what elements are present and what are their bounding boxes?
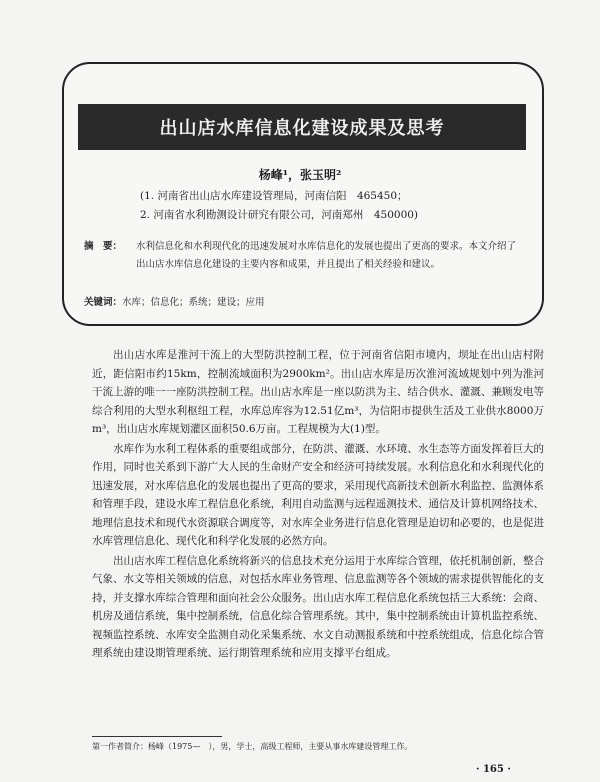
- body-paragraph-2: 水库作为水利工程体系的重要组成部分，在防洪、灌溉、水环境、水生态等方面发挥着巨大的作用，同时也关系到下游广大人民的生命财产安全和经济可持续发展。水利信息化和水利现代化的迅速发展，对水库信息化的发展也提出了更高的要求，采用现代高新技术创新水利监控、监测体系和管理手段，建设水库工程信息化系统，利用自动监测与远程遥测技术、通信及计算机网络技术、地理信息技术和现代水资源联合调度等，对水库全业务进行信息化管理是迫切和必要的，也是促进水库管理信息化、现代化和科学化发展的必然方向。: [92, 442, 544, 547]
- abstract-text: 水利信息化和水利现代化的迅速发展对水库信息化的发展也提出了更高的要求。本文介绍了出山店水库信息化建设的主要内容和成果，并且提出了相关经验和建议。: [136, 241, 517, 270]
- body-paragraph-3: 出山店水库工程信息化系统将新兴的信息技术充分运用于水库综合管理，依托机制创新，整合气象、水文等相关领域的信息，对包括水库业务管理、信息监测等各个领域的需求提供智能化的支持，并支撑水库综合管理和面向社会公众服务。出山店水库工程信息化系统包括三大系统：会商、机房及通信系统，集中控制系统，信息化综合管理系统。其中，集中控制系统由计算机监控系统、视频监控系统、水库安全监测自动化采集系统、水文自动测报系统和中控系统组成，信息化综合管理系统由建设期管理系统、运行期管理系统和应用支撑平台组成。: [92, 554, 544, 659]
- paper-title: 出山店水库信息化建设成果及思考: [159, 118, 445, 139]
- affiliation-1: (1. 河南省出山店水库建设管理局，河南信阳 465450；: [140, 190, 408, 202]
- title-band: [78, 104, 526, 150]
- main-body: [92, 346, 544, 664]
- page-number: · 165 ·: [476, 764, 511, 775]
- footnote-divider: [92, 736, 222, 737]
- abstract-label: 摘 要：: [84, 241, 123, 252]
- body-paragraph-1: 出山店水库是淮河干流上的大型防洪控制工程，位于河南省信阳市境内，坝址在出山店村附近，距信阳市约15km，控制流域面积为2900km²。出山店水库是历次淮河流域规划中列为淮河干流上游的唯一一座防洪控制工程。出山店水库是一座以防洪为主、结合供水、灌溉、兼顾发电等综合利用的大型水利枢纽工程，水库总库容为12.51亿m³，为信阳市提供生活及工业供水8000万m³，出山店水库规划灌区面积50.6万亩。工程规模为大(1)型。: [92, 349, 544, 435]
- abstract: [84, 238, 524, 270]
- keywords-label: 关键词：: [84, 297, 123, 308]
- keywords-text: 水库；信息化；系统；建设；应用: [122, 297, 265, 308]
- footnote: 第一作者简介：杨峰（1975— ），男，学士，高级工程师，主要从事水库建设管理工作。: [92, 742, 413, 751]
- keywords: [84, 294, 265, 308]
- author-line: 杨峰¹，张玉明²: [258, 168, 342, 182]
- affiliation-2: 2. 河南省水利勘测设计研究有限公司，河南郑州 450000): [140, 209, 419, 221]
